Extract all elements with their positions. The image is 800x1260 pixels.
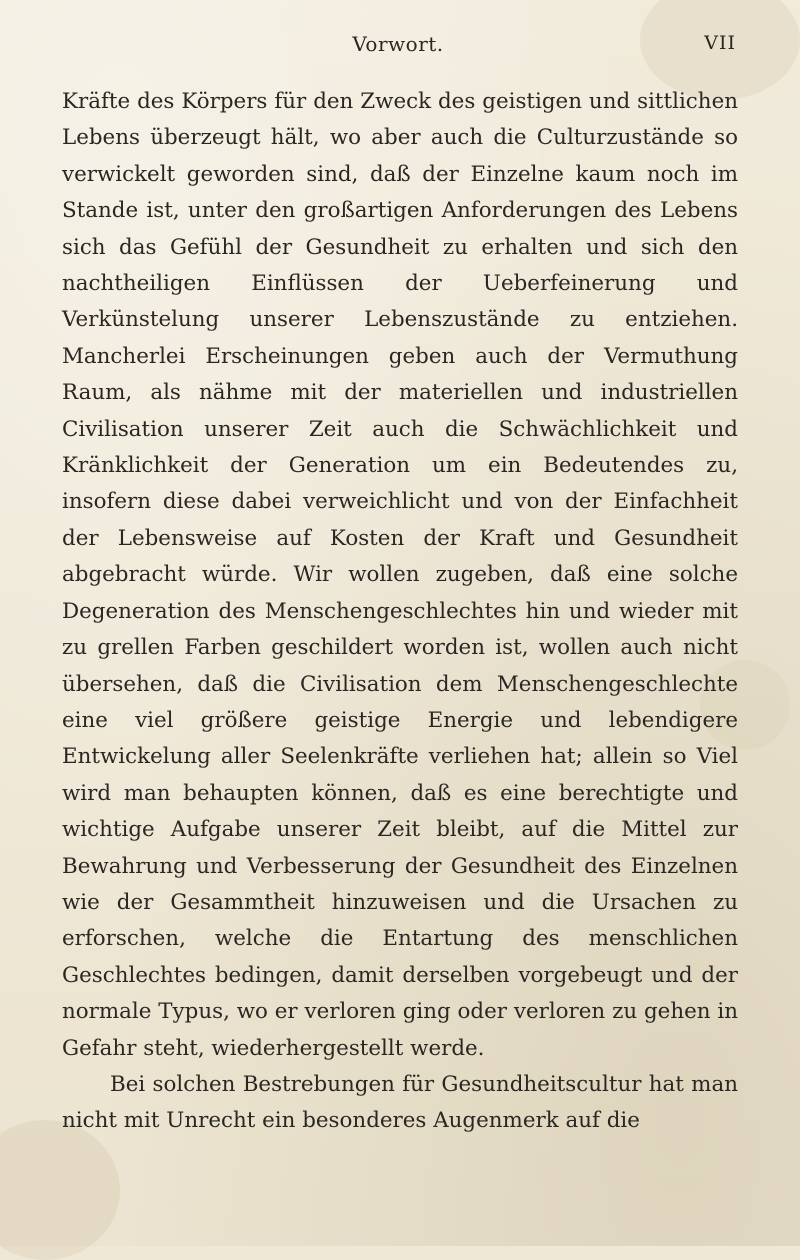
body-text	[62, 84, 738, 1140]
page-header	[60, 28, 736, 60]
page-number: VII	[704, 32, 736, 54]
paper-stain	[0, 1120, 120, 1260]
running-head: Vorwort.	[352, 32, 444, 56]
paragraph: Kräfte des Körpers für den Zweck des geistigen und sittlichen Lebens überzeugt hält, wo aber auch die Culturzustände so verwickelt geworden sind, daß der Einzelne kaum noch im Stande ist, unter den großartigen Anforderungen des Lebens sich das Gefühl der Gesundheit zu erhalten und sich den nachtheiligen Einflüssen der Ueberfeinerung und Verkünstelung unserer Lebenszustände zu entziehen. Mancherlei Erscheinungen geben auch der Vermuthung Raum, als nähme mit der materiellen und industriellen Civilisation unserer Zeit auch die Schwächlichkeit und Kränklichkeit der Generation um ein Bedeutendes zu, insofern diese dabei verweichlicht und von der Einfachheit der Lebensweise auf Kosten der Kraft und Gesundheit abgebracht würde. Wir wollen zugeben, daß eine solche Degeneration des Menschengeschlechtes hin und wieder mit zu grellen Farben geschildert worden ist, wollen auch nicht übersehen, daß die Civilisation dem Menschengeschlechte eine viel größere geistige Energie und lebendigere Entwickelung aller Seelenkräfte verliehen hat; allein so Viel wird man behaupten können, daß es eine berechtigte und wichtige Aufgabe unserer Zeit bleibt, auf die Mittel zur Bewahrung und Verbesserung der Gesundheit des Einzelnen wie der Gesammtheit hinzuweisen und die Ursachen zu erforschen, welche die Entartung des menschlichen Geschlechtes bedingen, damit derselben vorgebeugt und der normale Typus, wo er verloren ging oder verloren zu gehen in Gefahr steht, wiederhergestellt werde.	[62, 89, 738, 1061]
paragraph: Bei solchen Bestrebungen für Gesundheitscultur hat man nicht mit Unrecht ein besonderes Augenmerk auf die	[62, 1071, 738, 1134]
